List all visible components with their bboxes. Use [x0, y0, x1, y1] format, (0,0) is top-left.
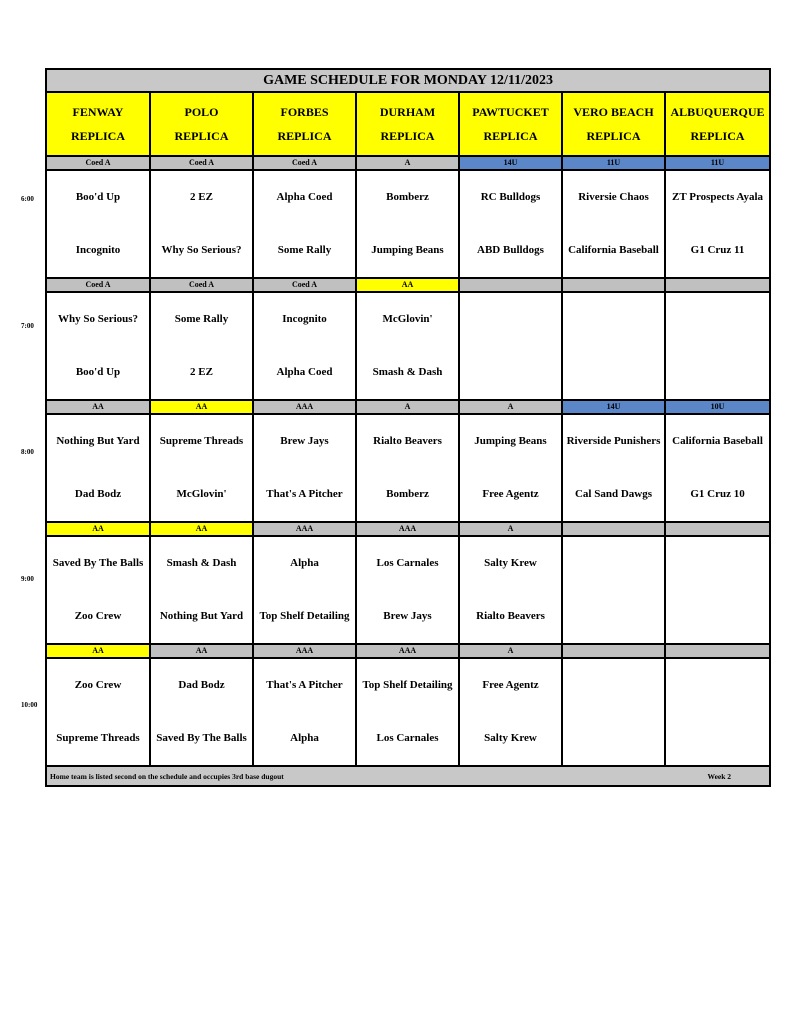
division-label: AAA: [356, 522, 459, 536]
field-name: FORBES: [280, 105, 329, 119]
away-team: Jumping Beans: [474, 435, 547, 447]
home-team: Los Carnales: [376, 732, 439, 744]
division-label: 10U: [665, 400, 770, 414]
game-cell: [665, 658, 770, 766]
away-team: McGlovin': [382, 313, 433, 325]
game-cell: [150, 414, 253, 522]
field-name: VERO BEACH: [573, 105, 654, 119]
home-team: Zoo Crew: [74, 610, 122, 622]
home-team: Alpha: [290, 732, 319, 744]
game-cell: [665, 292, 770, 400]
home-team: Free Agentz: [482, 488, 539, 500]
time-slot-label: 9:00: [21, 574, 34, 583]
time-slot-label: 6:00: [21, 195, 34, 203]
field-name: POLO: [184, 105, 219, 119]
field-subtitle: REPLICA: [174, 129, 229, 143]
footer-row: [46, 766, 770, 786]
away-team: Zoo Crew: [74, 679, 122, 691]
division-label: Coed A: [150, 278, 253, 292]
away-team: Los Carnales: [376, 557, 439, 569]
game-cell: [562, 292, 665, 400]
away-team: Rialto Beavers: [373, 435, 442, 447]
home-team: Bomberz: [386, 488, 429, 500]
away-team: ZT Prospects Ayala: [672, 191, 764, 203]
away-team: Supreme Threads: [159, 435, 244, 447]
home-team: Alpha Coed: [276, 366, 333, 378]
division-label: 11U: [665, 156, 770, 170]
field-subtitle: REPLICA: [70, 129, 125, 143]
game-row: [46, 414, 770, 522]
field-header: [46, 92, 150, 156]
field-header: [665, 92, 770, 156]
away-team: California Baseball: [672, 435, 763, 447]
division-label: [665, 644, 770, 658]
game-cell: [562, 658, 665, 766]
division-label: [665, 522, 770, 536]
home-team: Incognito: [75, 244, 121, 256]
game-cell: [46, 414, 150, 522]
division-label: AA: [150, 522, 253, 536]
game-cell: [562, 414, 665, 522]
time-slot-label: 8:00: [21, 448, 34, 456]
game-cell: [46, 292, 150, 400]
division-label: AA: [46, 400, 150, 414]
home-team: Nothing But Yard: [159, 610, 244, 622]
away-team: [666, 293, 769, 346]
game-cell: [150, 536, 253, 644]
division-label: Coed A: [150, 156, 253, 170]
game-cell: [253, 658, 356, 766]
game-cell: [253, 536, 356, 644]
division-label: AA: [356, 278, 459, 292]
away-team: Alpha: [290, 557, 319, 569]
division-label: Coed A: [46, 278, 150, 292]
game-row: [46, 170, 770, 278]
division-label: [562, 278, 665, 292]
division-label: A: [356, 156, 459, 170]
division-label: 11U: [562, 156, 665, 170]
home-team: Cal Sand Dawgs: [574, 488, 653, 500]
division-label: AA: [46, 522, 150, 536]
home-team: G1 Cruz 10: [690, 488, 745, 500]
division-label: [562, 644, 665, 658]
division-label: Coed A: [253, 156, 356, 170]
field-header: [253, 92, 356, 156]
division-label: [665, 278, 770, 292]
game-cell: [562, 170, 665, 278]
home-team: 2 EZ: [190, 366, 213, 378]
game-cell: [46, 536, 150, 644]
away-team: That's A Pitcher: [266, 679, 343, 691]
game-cell: [665, 170, 770, 278]
home-team: ABD Bulldogs: [477, 244, 544, 256]
division-row: [46, 278, 770, 292]
division-row: [46, 522, 770, 536]
away-team: Some Rally: [174, 313, 229, 325]
division-row: [46, 644, 770, 658]
game-cell: [150, 170, 253, 278]
away-team: Nothing But Yard: [56, 435, 140, 447]
field-name: FENWAY: [72, 105, 124, 119]
home-team: That's A Pitcher: [266, 488, 343, 500]
field-subtitle: REPLICA: [277, 129, 332, 143]
game-cell: [150, 658, 253, 766]
game-cell: [253, 414, 356, 522]
home-team: Top Shelf Detailing: [259, 610, 350, 622]
home-team: [563, 346, 664, 399]
division-label: AAA: [253, 644, 356, 658]
away-team: Top Shelf Detailing: [362, 679, 453, 691]
away-team: [563, 293, 664, 346]
home-team: Why So Serious?: [161, 244, 242, 256]
game-cell: [253, 170, 356, 278]
game-cell: [356, 414, 459, 522]
division-label: 14U: [562, 400, 665, 414]
home-team: Rialto Beavers: [476, 610, 545, 622]
game-cell: [356, 658, 459, 766]
division-label: AAA: [253, 400, 356, 414]
home-team: Boo'd Up: [75, 366, 121, 378]
game-row: [46, 536, 770, 644]
home-team: [460, 346, 561, 399]
division-label: [459, 278, 562, 292]
schedule-sheet: [45, 68, 769, 787]
home-team: [563, 590, 664, 643]
away-team: [563, 537, 664, 590]
away-team: Saved By The Balls: [52, 557, 144, 569]
away-team: Brew Jays: [280, 435, 329, 447]
game-cell: [459, 536, 562, 644]
away-team: 2 EZ: [190, 191, 213, 203]
field-subtitle: REPLICA: [690, 129, 745, 143]
division-label: AA: [150, 644, 253, 658]
away-team: Incognito: [282, 313, 327, 325]
schedule-title: GAME SCHEDULE FOR MONDAY 12/11/2023: [46, 69, 770, 92]
home-team: Jumping Beans: [371, 244, 444, 256]
home-team: G1 Cruz 11: [690, 244, 745, 256]
away-team: [460, 293, 561, 346]
away-team: [666, 537, 769, 590]
home-team: McGlovin': [176, 488, 227, 500]
field-name: PAWTUCKET: [472, 105, 549, 119]
time-slot-label: 10:00: [21, 701, 38, 709]
game-cell: [459, 414, 562, 522]
home-team: Smash & Dash: [372, 366, 443, 378]
away-team: Dad Bodz: [178, 679, 225, 691]
away-team: Smash & Dash: [166, 557, 237, 569]
division-row: [46, 400, 770, 414]
field-subtitle: REPLICA: [586, 129, 641, 143]
game-cell: [356, 170, 459, 278]
division-label: AAA: [253, 522, 356, 536]
home-team: Saved By The Balls: [156, 732, 247, 744]
away-team: Bomberz: [386, 191, 429, 203]
division-label: AAA: [356, 644, 459, 658]
footer-note: Home team is listed second on the schedule and occupies 3rd base dugout: [50, 771, 284, 781]
game-cell: [46, 658, 150, 766]
away-team: Salty Krew: [484, 557, 537, 569]
home-team: Salty Krew: [484, 732, 537, 744]
away-team: RC Bulldogs: [480, 191, 541, 203]
field-header: [562, 92, 665, 156]
home-team: Brew Jays: [383, 610, 432, 622]
division-label: A: [356, 400, 459, 414]
home-team: [666, 590, 769, 643]
field-name: DURHAM: [379, 105, 436, 119]
game-cell: [459, 292, 562, 400]
title-row: [46, 69, 770, 92]
away-team: Riverside Punishers: [566, 435, 661, 447]
division-label: A: [459, 522, 562, 536]
field-subtitle: REPLICA: [483, 129, 538, 143]
week-label: Week 2: [707, 771, 732, 781]
field-header: [150, 92, 253, 156]
game-cell: [665, 414, 770, 522]
game-cell: [562, 536, 665, 644]
home-team: [666, 346, 769, 399]
game-cell: [665, 536, 770, 644]
field-name: ALBUQUERQUE: [670, 105, 765, 119]
away-team: Riversie Chaos: [578, 191, 649, 203]
field-header-row: [46, 92, 770, 156]
home-team: [563, 712, 664, 765]
home-team: California Baseball: [568, 244, 659, 256]
field-header: [356, 92, 459, 156]
game-row: [46, 658, 770, 766]
game-cell: [356, 536, 459, 644]
game-cell: [459, 658, 562, 766]
home-team: Some Rally: [277, 244, 332, 256]
field-header: [459, 92, 562, 156]
division-label: A: [459, 644, 562, 658]
game-cell: [150, 292, 253, 400]
division-label: Coed A: [253, 278, 356, 292]
time-slot-label: 7:00: [21, 321, 34, 330]
game-cell: [356, 292, 459, 400]
division-label: A: [459, 400, 562, 414]
division-label: 14U: [459, 156, 562, 170]
schedule-table: [45, 68, 771, 787]
game-row: [46, 292, 770, 400]
home-team: Supreme Threads: [56, 732, 140, 744]
away-team: [563, 659, 664, 712]
game-cell: [46, 170, 150, 278]
division-label: AA: [150, 400, 253, 414]
game-cell: [459, 170, 562, 278]
field-subtitle: REPLICA: [380, 129, 435, 143]
division-label: Coed A: [46, 156, 150, 170]
home-team: [666, 712, 769, 765]
division-label: [562, 522, 665, 536]
away-team: Boo'd Up: [75, 191, 121, 203]
footer-cell: [46, 766, 770, 786]
away-team: Why So Serious?: [57, 313, 139, 325]
home-team: Dad Bodz: [74, 488, 122, 500]
away-team: Alpha Coed: [276, 191, 333, 203]
away-team: Free Agentz: [482, 679, 539, 691]
game-cell: [253, 292, 356, 400]
division-row: [46, 156, 770, 170]
away-team: [666, 659, 769, 712]
division-label: AA: [46, 644, 150, 658]
